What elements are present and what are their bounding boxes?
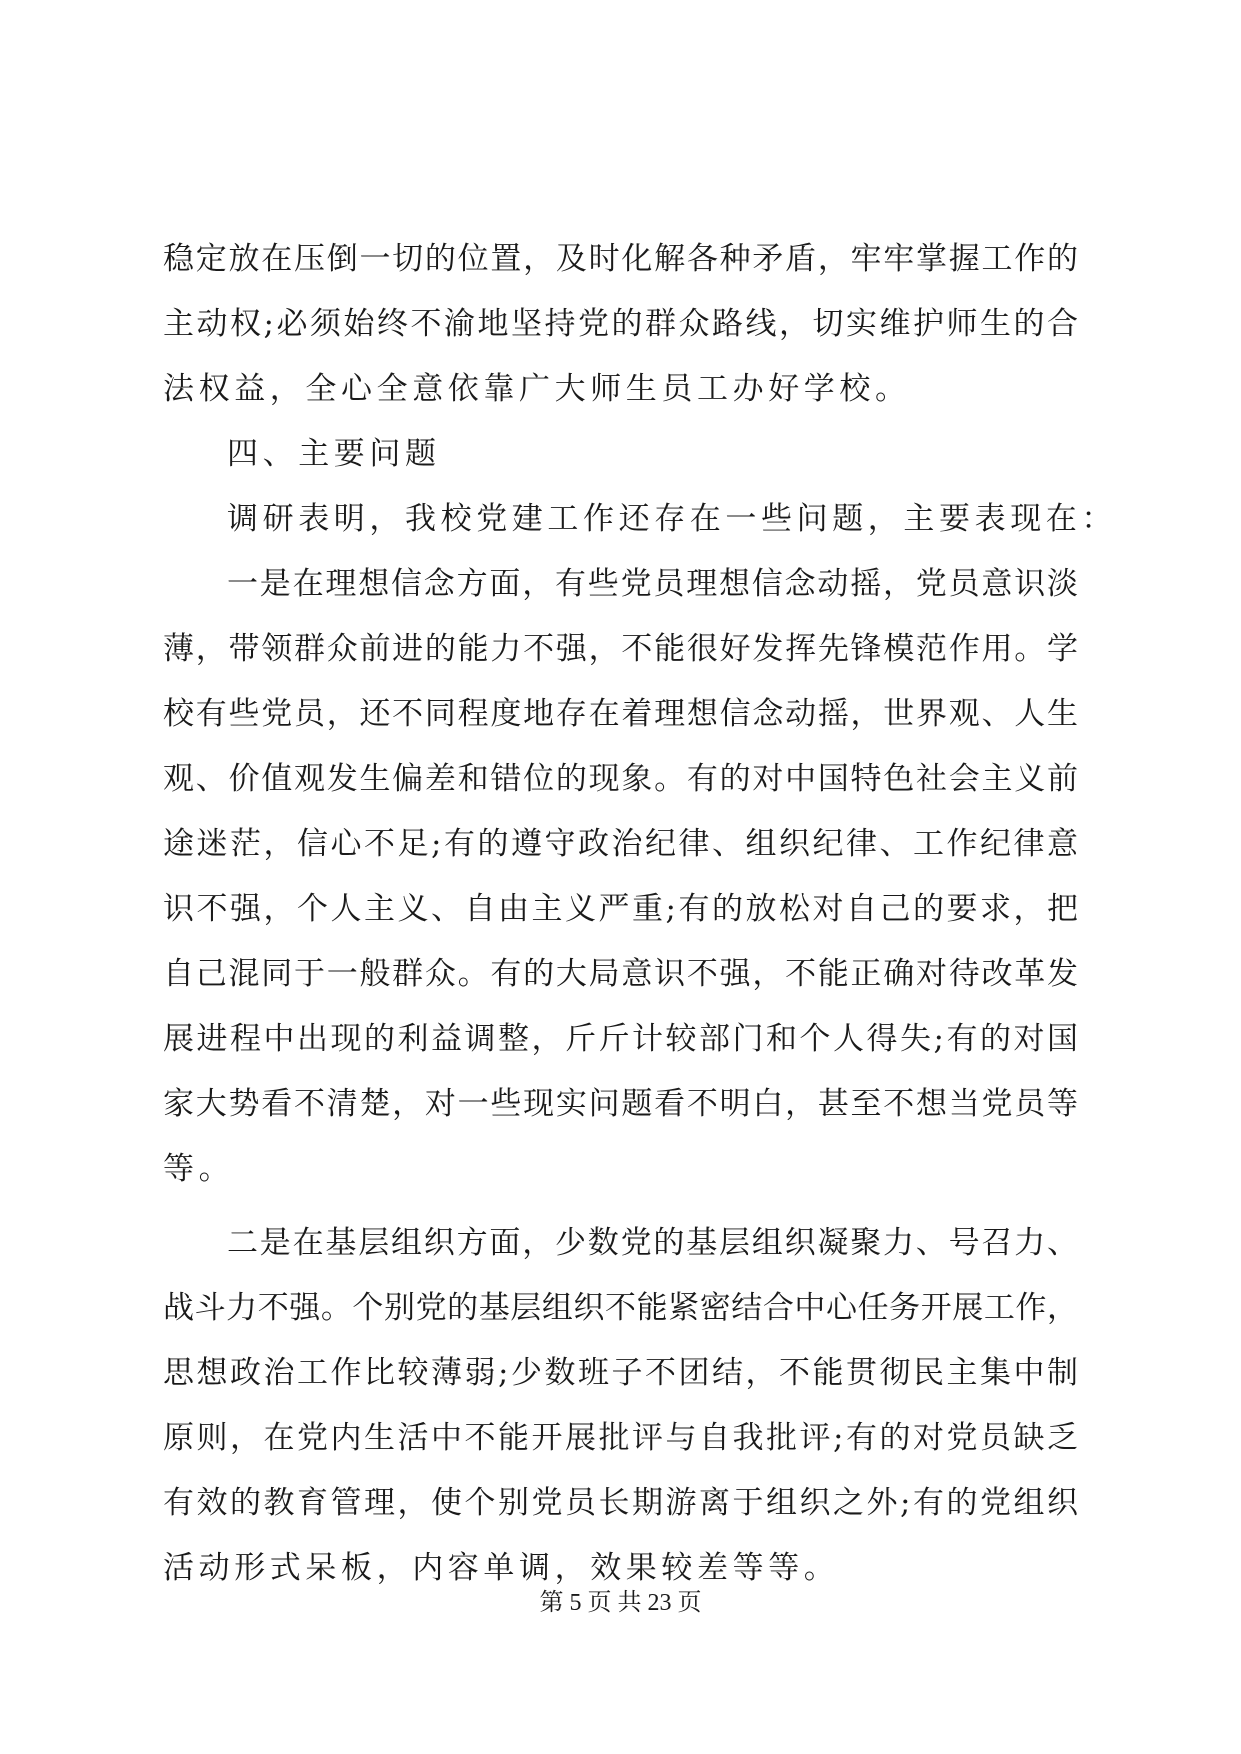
text-line: 活动形式呆板，内容单调，效果较差等等。 — [163, 1550, 840, 1586]
text-line: 一是在理想信念方面，有些党员理想信念动摇，党员意识淡 — [227, 566, 1078, 602]
text-line: 思想政治工作比较薄弱;少数班子不团结，不能贯彻民主集中制 — [163, 1355, 1078, 1391]
paragraph — [163, 1211, 1078, 1601]
text-line: 战斗力不强。个别党的基层组织不能紧密结合中心任务开展工作， — [163, 1290, 1078, 1326]
text-line: 有效的教育管理，使个别党员长期游离于组织之外;有的党组织 — [163, 1485, 1078, 1521]
text-line: 校有些党员，还不同程度地存在着理想信念动摇，世界观、人生 — [163, 696, 1078, 732]
text-line: 自己混同于一般群众。有的大局意识不强，不能正确对待改革发 — [163, 956, 1078, 992]
text-line: 途迷茫，信心不足;有的遵守政治纪律、组织纪律、工作纪律意 — [163, 826, 1078, 862]
text-line: 主动权;必须始终不渝地坚持党的群众路线，切实维护师生的合 — [163, 306, 1078, 342]
text-line: 原则，在党内生活中不能开展批评与自我批评;有的对党员缺乏 — [163, 1420, 1078, 1456]
paragraph-gap — [163, 1202, 1078, 1211]
paragraph — [163, 227, 1078, 422]
text-line: 家大势看不清楚，对一些现实问题看不明白，甚至不想当党员等 — [163, 1086, 1078, 1122]
text-line: 四、主要问题 — [227, 436, 441, 472]
document-body — [163, 227, 1117, 1601]
text-line: 调研表明，我校党建工作还存在一些问题，主要表现在： — [227, 501, 1117, 537]
section-heading — [163, 422, 1078, 487]
paragraph — [163, 552, 1078, 1202]
text-line: 二是在基层组织方面，少数党的基层组织凝聚力、号召力、 — [227, 1225, 1078, 1261]
text-line: 等。 — [163, 1151, 235, 1187]
text-line: 展进程中出现的利益调整，斤斤计较部门和个人得失;有的对国 — [163, 1021, 1078, 1057]
text-line: 识不强，个人主义、自由主义严重;有的放松对自己的要求，把 — [163, 891, 1078, 927]
page-number-footer: 第 5 页 共 23 页 — [539, 1590, 702, 1616]
text-line: 法权益，全心全意依靠广大师生员工办好学校。 — [163, 371, 911, 407]
text-line: 稳定放在压倒一切的位置，及时化解各种矛盾，牢牢掌握工作的 — [163, 241, 1078, 277]
text-line: 观、价值观发生偏差和错位的现象。有的对中国特色社会主义前 — [163, 761, 1078, 797]
text-line: 薄，带领群众前进的能力不强，不能很好发挥先锋模范作用。学 — [163, 631, 1078, 667]
paragraph — [163, 487, 1117, 552]
